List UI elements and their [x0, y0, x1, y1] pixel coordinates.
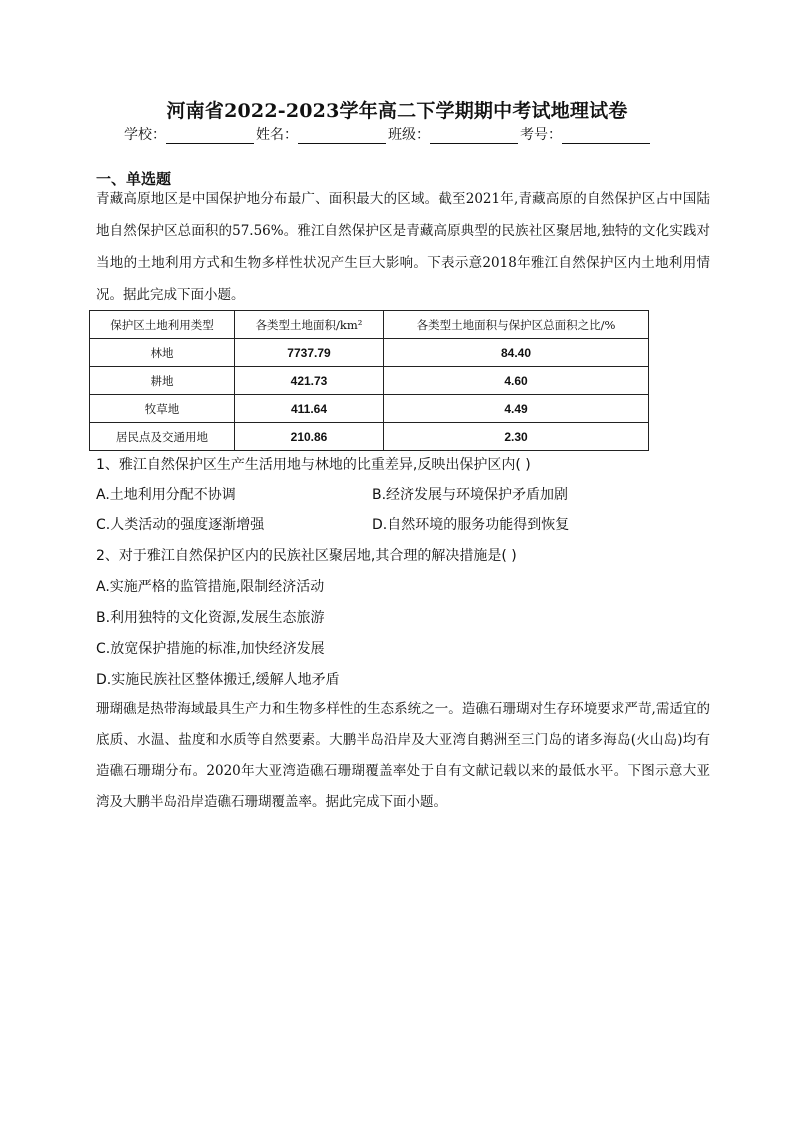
table-cell: 4.49	[384, 395, 649, 423]
table-row	[90, 339, 649, 367]
table-cell: 7737.79	[235, 339, 384, 367]
table-cell: 210.86	[235, 423, 384, 451]
q2-option-b[interactable]: B.利用独特的文化资源,发展生态旅游	[96, 610, 325, 626]
table-cell: 居民点及交通用地	[90, 423, 235, 451]
table-header: 各类型土地面积与保护区总面积之比/%	[384, 311, 649, 339]
table-cell: 林地	[90, 339, 235, 367]
question-1-stem: 1、雅江自然保护区生产生活用地与林地的比重差异,反映出保护区内( )	[96, 457, 531, 473]
land-use-table	[89, 310, 649, 451]
school-label: 学校：	[124, 127, 166, 143]
question-2-stem: 2、对于雅江自然保护区内的民族社区聚居地,其合理的解决措施是( )	[96, 548, 517, 564]
school-blank[interactable]	[166, 128, 254, 144]
table-header: 保护区土地利用类型	[90, 311, 235, 339]
table-cell: 84.40	[384, 339, 649, 367]
q2-option-c[interactable]: C.放宽保护措施的标准,加快经济发展	[96, 641, 325, 657]
class-label: 班级：	[388, 127, 430, 143]
q2-option-d[interactable]: D.实施民族社区整体搬迁,缓解人地矛盾	[96, 672, 340, 688]
table-header: 各类型土地面积/km²	[235, 311, 384, 339]
q1-option-c[interactable]: C.人类活动的强度逐渐增强	[96, 517, 265, 533]
passage-coral-reef: 珊瑚礁是热带海域最具生产力和生物多样性的生态系统之一。造礁石珊瑚对生存环境要求严苛,需适宜的底质、水温、盐度和水质等自然要素。大鹏半岛沿岸及大亚湾自鹅洲至三门岛的诸多海岛(火山岛)均有造礁石珊瑚分布。2020年大亚湾造礁石珊瑚覆盖率处于自有文献记载以来的最低水平。下图示意大亚湾及大鹏半岛沿岸造礁石珊瑚覆盖率。据此完成下面小题。	[96, 701, 710, 810]
table-row	[90, 367, 649, 395]
table-cell: 421.73	[235, 367, 384, 395]
exam-title: 河南省2022-2023学年高二下学期期中考试地理试卷	[166, 100, 628, 122]
table-row	[90, 395, 649, 423]
name-blank[interactable]	[298, 128, 386, 144]
table-cell: 牧草地	[90, 395, 235, 423]
table-cell: 411.64	[235, 395, 384, 423]
id-label: 考号：	[520, 127, 562, 143]
passage-qinghai-tibet: 青藏高原地区是中国保护地分布最广、面积最大的区域。截至2021年,青藏高原的自然保护区占中国陆地自然保护区总面积的57.56%。雅江自然保护区是青藏高原典型的民族社区聚居地,独特的文化实践对当地的土地利用方式和生物多样性状况产生巨大影响。下表示意2018年雅江自然保护区内土地利用情况。据此完成下面小题。	[96, 191, 710, 303]
section-heading: 一、单选题	[96, 170, 172, 188]
q1-option-d[interactable]: D.自然环境的服务功能得到恢复	[372, 517, 570, 533]
question-1-options-ab	[96, 485, 716, 505]
class-blank[interactable]	[430, 128, 518, 144]
table-cell: 4.60	[384, 367, 649, 395]
table-header-row	[90, 311, 649, 339]
student-info-line	[124, 126, 684, 144]
question-1-options-cd	[96, 515, 716, 535]
q2-option-a[interactable]: A.实施严格的监管措施,限制经济活动	[96, 579, 325, 595]
name-label: 姓名：	[256, 127, 298, 143]
id-blank[interactable]	[562, 128, 650, 144]
table-row	[90, 423, 649, 451]
q1-option-b[interactable]: B.经济发展与环境保护矛盾加剧	[372, 487, 569, 503]
q1-option-a[interactable]: A.土地利用分配不协调	[96, 487, 236, 503]
table-cell: 2.30	[384, 423, 649, 451]
table-cell: 耕地	[90, 367, 235, 395]
